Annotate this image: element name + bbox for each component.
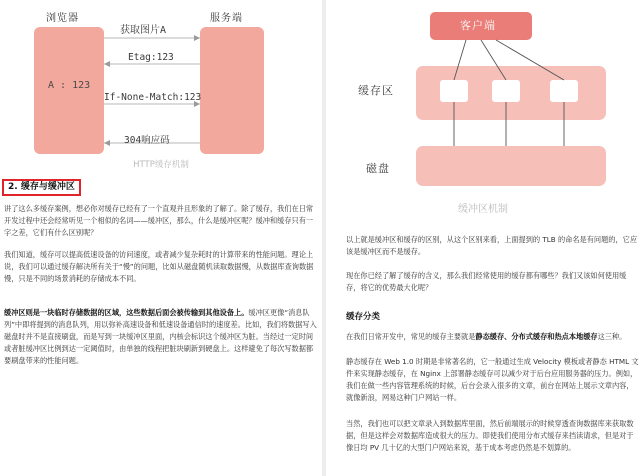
right-paragraph-5: 当然，我们也可以把文章录入到数据库里面，然后前端展示的时候穿透查询数据库来获取数据，但是这样会对数据库造成很大的压力。即使我们使用分布式缓存来挡读请求，但是对于像日均 PV 几十亿的大型门户网站来说，基于成本考虑仍然是不划算的。 xyxy=(346,419,634,452)
right-paragraph-3-bold: 静态缓存、分布式缓存和热点本地缓存 xyxy=(475,332,598,341)
http-cache-figure xyxy=(0,0,322,176)
left-paragraph-1: 讲了这么多缓存案例，想必你对缓存已经有了一个直观并且形象的了解了。除了缓存，我们在日常开发过程中还会经常听见一个相似的名词——缓冲区，那么，什么是缓冲区呢？缓冲和缓存只有一字之差，它们有什么区别呢？ xyxy=(4,204,314,237)
client-label: 客户端 xyxy=(460,19,496,32)
arrow-request-head xyxy=(194,35,200,41)
buffer-figure xyxy=(326,0,640,226)
arrow-etag-head xyxy=(104,61,110,67)
left-paragraph-3-bold: 缓冲区则是一块临时存储数据的区域，这些数据后面会被传输到其他设备上。 xyxy=(4,308,249,317)
buffer-figure-caption: 缓冲区机制 xyxy=(458,204,508,215)
disk-label: 磁盘 xyxy=(366,162,390,175)
browser-label: 浏览器 xyxy=(46,13,79,24)
right-paragraph-4: 静态缓存在 Web 1.0 时期是非常著名的，它一般通过生成 Velocity 模板或者静态 HTML 文件来实现静态缓存，在 Nginx 上部署静态缓存可以减少对于后台应用服务器的压力。例如，我们在做一些内容管理系统的时候，后台会录入很多的文章，前台在网站上展示文章内容，就像新浪，网易这种门户网站一样。 xyxy=(346,357,639,402)
box-value: A : 123 xyxy=(48,80,91,91)
buffer-cell-2 xyxy=(492,80,520,102)
http-figure-caption: HTTP缓存机制 xyxy=(133,160,189,170)
step-etag: Etag:123 xyxy=(128,52,174,63)
disk-box xyxy=(416,146,606,186)
section-heading: 2. 缓存与缓冲区 xyxy=(2,179,81,196)
server-box xyxy=(200,27,264,154)
arrow-304-head xyxy=(104,140,110,146)
buffer-diagram xyxy=(326,0,640,226)
step-get-image: 获取图片A xyxy=(120,25,167,36)
left-paragraph-3-rest: 缓冲区更像“消息队列”中即将提到的消息队列，用以弥补高速设备和低速设备通信时的速度差。比如，我们将数据写入磁盘时并不是直接刷盘，而是写到一块缓冲区里面，内核会标识这个缓冲区为脏。当经过一定时间或者脏缓冲区比例到达一定阈值时，由单独的线程把脏块刷新到硬盘上。这样避免了每次写数据都要刷盘带来的性能问题。 xyxy=(4,308,317,365)
right-paragraph-2: 现在你已经了解了缓存的含义，那么我们经常使用的缓存都有哪些？我们又该如何使用缓存，将它的优势最大化呢？ xyxy=(346,271,627,292)
step-if-none-match: If-None-Match:123 xyxy=(104,92,202,103)
step-304: 304响应码 xyxy=(124,135,170,146)
left-paragraph-2: 我们知道，缓存可以提高低速设备的访问速度，或者减少复杂耗时的计算带来的性能问题。理论上说，我们可以通过缓存解决所有关于“慢”的问题，比如从磁盘随机读取数据慢，从数据库查询数据慢，只是不同的场景消耗的存储成本不同。 xyxy=(4,250,314,283)
right-paragraph-3-pre: 在我们日常开发中，常见的缓存主要就是 xyxy=(346,332,476,341)
server-label: 服务端 xyxy=(210,13,243,24)
right-paragraph-3 xyxy=(346,331,640,343)
buffer-cell-1 xyxy=(440,80,468,102)
buffer-cell-3 xyxy=(550,80,578,102)
right-paragraph-1: 以上就是缓冲区和缓存的区别，从这个区别来看，上面提到的 TLB 的命名是有问题的，它应该是缓冲区而不是缓存。 xyxy=(346,235,638,256)
cache-types-heading: 缓存分类 xyxy=(346,312,381,322)
buffer-label: 缓存区 xyxy=(358,84,394,97)
right-paragraph-3-post: 这三种。 xyxy=(597,332,627,341)
left-paragraph-3 xyxy=(4,307,320,367)
